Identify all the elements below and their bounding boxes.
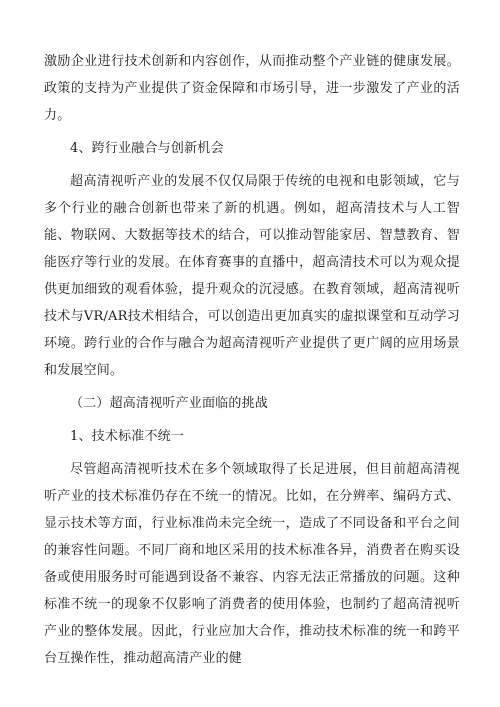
document-body (44, 48, 460, 672)
paragraph-policy-support: 激励企业进行技术创新和内容创作，从而推动整个产业链的健康发展。政策的支持为产业提供了资金保障和市场引导，进一步激发了产业的活力。 (44, 54, 460, 123)
section-heading-cross-industry: 4、跨行业融合与创新机会 (70, 141, 224, 156)
paragraph-cross-industry: 超高清视听产业的发展不仅仅局限于传统的电视和电影领域，它与多个行业的融合创新也带来了新的机遇。例如，超高清技术与人工智能、物联网、大数据等技术的结合，可以推动智能家居、智慧教育、智能医疗等行业的发展。在体育赛事的直播中，超高清技术可以为观众提供更加细致的观看体验，提升观众的沉浸感。在教育领域，超高清视听技术与VR/AR技术相结合，可以创造出更加真实的虚拟课堂和互动学习环境。跨行业的合作与融合为超高清视听产业提供了更广阔的应用场景和发展空间。 (44, 174, 460, 378)
paragraph-standards: 尽管超高清视听技术在多个领域取得了长足进展，但目前超高清视听产业的技术标准仍存在不统一的情况。比如，在分辨率、编码方式、显示技术等方面，行业标准尚未完全统一，造成了不同设备和平台之间的兼容性问题。不同厂商和地区采用的技术标准各异，消费者在购买设备或使用服务时可能遇到设备不兼容、内容无法正常播放的问题。这种标准不统一的现象不仅影响了消费者的使用体验，也制约了超高清视听产业的整体发展。因此，行业应加大合作，推动技术标准的统一和跨平台互操作性，推动超高清产业的健 (44, 462, 460, 666)
section-heading-challenges: （二）超高清视听产业面临的挑战 (70, 396, 269, 411)
section-heading-standards: 1、技术标准不统一 (70, 429, 185, 444)
